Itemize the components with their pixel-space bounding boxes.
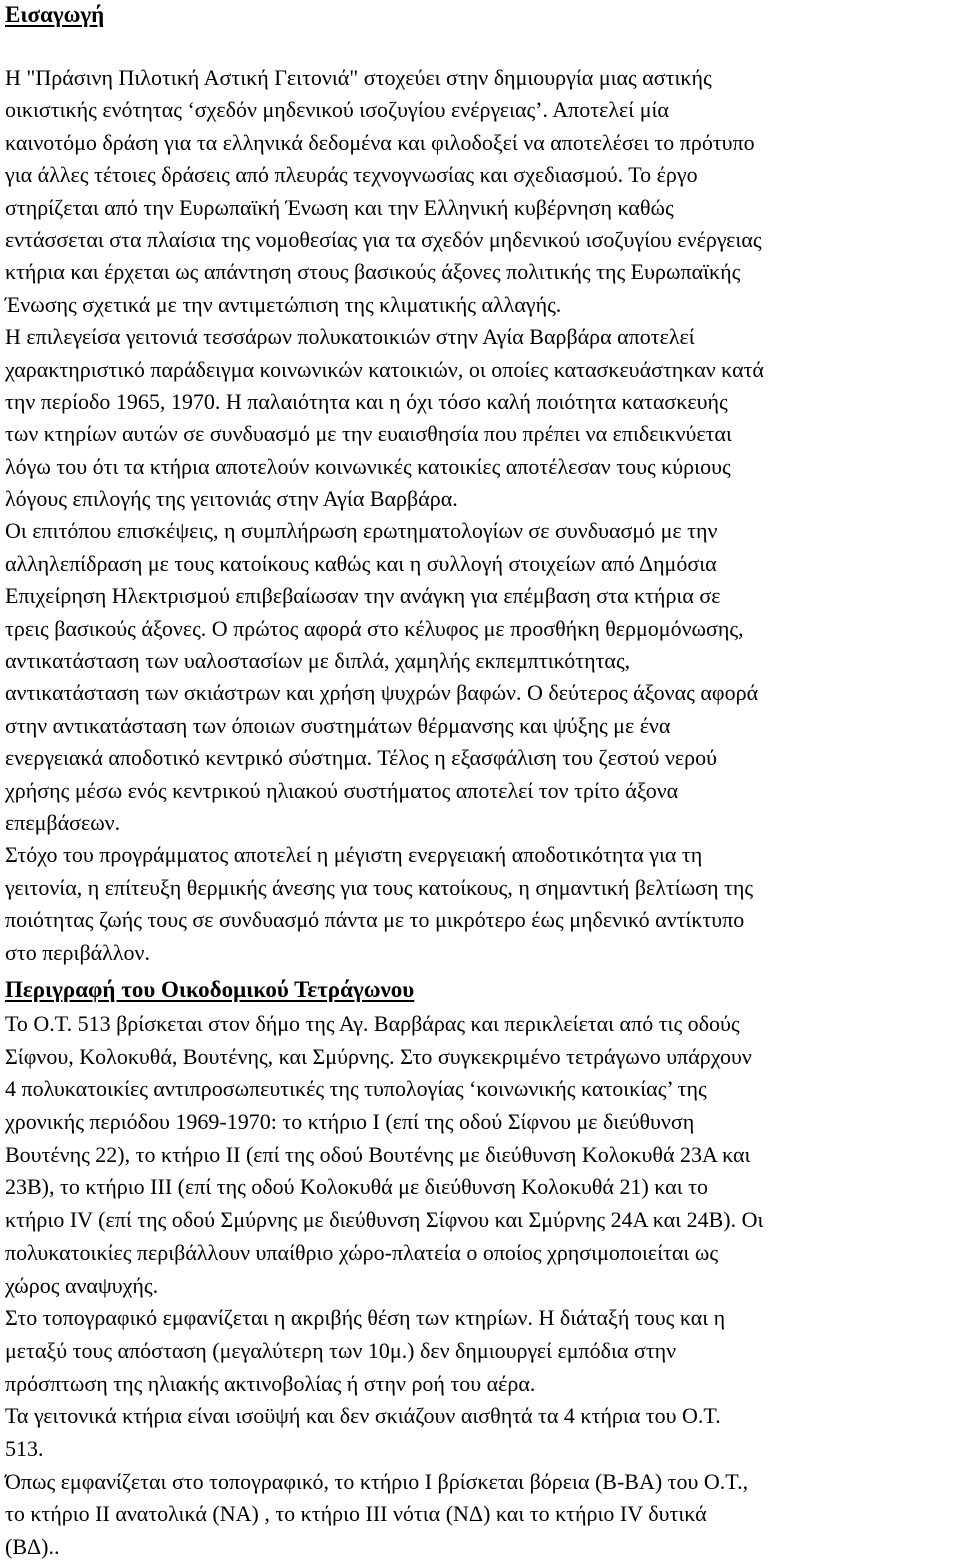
text-line: αντικατάσταση των σκιάστρων και χρήση ψυχρών βαφών. Ο δεύτερος άξονας αφορά [5, 680, 759, 706]
introduction-body [5, 62, 960, 969]
introduction-heading: Εισαγωγή [5, 2, 105, 27]
block-description-body [5, 1008, 960, 1564]
text-line: πρόσπτωση της ηλιακής ακτινοβολίας ή στην ροή του αέρα. [5, 1370, 536, 1396]
text-line: Βουτένης 22), το κτήριο ΙΙ (επί της οδού Βουτένης με διεύθυνση Κολοκυθά 23Α και [5, 1141, 751, 1167]
text-line: στηρίζεται από την Ευρωπαϊκή Ένωση και την Ελληνική κυβέρνηση καθώς [5, 194, 674, 220]
text-line: ποιότητας ζωής τους σε συνδυασμό πάντα με το μικρότερο έως μηδενικό αντίκτυπο [5, 907, 745, 933]
text-line: αντικατάσταση των υαλοστασίων με διπλά, χαμηλής εκπεμπτικότητας, [5, 648, 631, 674]
text-line: λόγους επιλογής της γειτονιάς στην Αγία Βαρβάρα. [5, 486, 458, 512]
text-line: τρεις βασικούς άξονες. Ο πρώτος αφορά στο κέλυφος με προσθήκη θερμομόνωσης, [5, 615, 744, 641]
text-line: 513. [5, 1435, 44, 1461]
text-line: 4 πολυκατοικίες αντιπροσωπευτικές της τυπολογίας ‘κοινωνικής κατοικίας’ της [5, 1076, 707, 1102]
text-line: οικιστικής ενότητας ‘σχεδόν μηδενικού ισοζυγίου ενέργειας’. Αποτελεί μία [5, 97, 669, 123]
block-description-heading: Περιγραφή του Οικοδομικού Τετράγωνου [5, 977, 415, 1002]
text-line: κτήριο IV (επί της οδού Σμύρνης με διεύθυνση Σίφνου και Σμύρνης 24Α και 24Β). Οι [5, 1207, 764, 1233]
text-line: λόγω του ότι τα κτήρια αποτελούν κοινωνικές κατοικίες αποτέλεσαν τους κύριους [5, 453, 731, 479]
text-line: Στόχο του προγράμματος αποτελεί η μέγιστη ενεργειακή αποδοτικότητα για τη [5, 842, 703, 868]
text-line: Σίφνου, Κολοκυθά, Βουτένης, και Σμύρνης. Στο συγκεκριμένο τετράγωνο υπάρχουν [5, 1043, 752, 1069]
text-line: καινοτόμο δράση για τα ελληνικά δεδομένα και φιλοδοξεί να αποτελέσει το πρότυπο [5, 129, 755, 155]
text-line: στο περιβάλλον. [5, 939, 150, 965]
text-line: των κτηρίων αυτών σε συνδυασμό με την ευαισθησία που πρέπει να επιδεικνύεται [5, 421, 732, 447]
text-line: πολυκατοικίες περιβάλλουν υπαίθριο χώρο-πλατεία ο οποίος χρησιμοποιείται ως [5, 1239, 719, 1265]
text-line: 23Β), το κτήριο ΙΙΙ (επί της οδού Κολοκυθά με διεύθυνση Κολοκυθά 21) και το [5, 1174, 708, 1200]
text-line: χώρος αναψυχής. [5, 1272, 159, 1298]
text-line: Η "Πράσινη Πιλοτική Αστική Γειτονιά" στοχεύει στην δημιουργία μιας αστικής [5, 65, 712, 90]
text-line: επεμβάσεων. [5, 809, 121, 835]
text-line: Όπως εμφανίζεται στο τοπογραφικό, το κτήριο Ι βρίσκεται βόρεια (Β-ΒΑ) του Ο.Τ., [5, 1468, 749, 1494]
text-line: την περίοδο 1965, 1970. Η παλαιότητα και η όχι τόσο καλή ποιότητα κατασκευής [5, 388, 728, 414]
text-line: μεταξύ τους απόσταση (μεγαλύτερη των 10μ.) δεν δημιουργεί εμπόδια στην [5, 1337, 677, 1363]
text-line: χρήσης μέσω ενός κεντρικού ηλιακού συστήματος αποτελεί τον τρίτο άξονα [5, 777, 679, 803]
text-line: κτήρια και έρχεται ως απάντηση στους βασικούς άξονες πολιτικής της Ευρωπαϊκής [5, 259, 741, 285]
text-line: το κτήριο ΙΙ ανατολικά (ΝΑ) , το κτήριο ΙΙΙ νότια (ΝΔ) και το κτήριο IV δυτικά [5, 1501, 707, 1527]
text-line: Οι επιτόπου επισκέψεις, η συμπλήρωση ερωτηματολογίων σε συνδυασμό με την [5, 518, 718, 544]
text-line: στην αντικατάσταση των όποιων συστημάτων θέρμανσης και ψύξης με ένα [5, 712, 671, 738]
text-line: Το Ο.Τ. 513 βρίσκεται στον δήμο της Αγ. Βαρβάρας και περικλείεται από τις οδούς [5, 1011, 740, 1036]
text-line: Επιχείρηση Ηλεκτρισμού επιβεβαίωσαν την ανάγκη για επέμβαση στα κτήρια σε [5, 583, 721, 609]
text-line: (ΒΔ).. [5, 1534, 60, 1559]
text-line: για άλλες τέτοιες δράσεις από πλευράς τεχνογνωσίας και σχεδιασμού. Το έργο [5, 162, 698, 188]
text-line: Τα γειτονικά κτήρια είναι ισοϋψή και δεν σκιάζουν αισθητά τα 4 κτήρια του Ο.Τ. [5, 1403, 721, 1429]
text-line: χαρακτηριστικό παράδειγμα κοινωνικών κατοικιών, οι οποίες κατασκευάστηκαν κατά [5, 356, 764, 382]
text-line: γειτονία, η επίτευξη θερμικής άνεσης για τους κατοίκους, η σημαντική βελτίωση της [5, 874, 754, 900]
text-line: χρονικής περιόδου 1969-1970: το κτήριο Ι (επί της οδού Σίφνου με διεύθυνση [5, 1109, 695, 1135]
text-line: Στο τοπογραφικό εμφανίζεται η ακριβής θέση των κτηρίων. Η διάταξή τους και η [5, 1305, 726, 1331]
text-line: εντάσσεται στα πλαίσια της νομοθεσίας για τα σχεδόν μηδενικού ισοζυγίου ενέργειας [5, 226, 762, 252]
text-line: ενεργειακά αποδοτικό κεντρικό σύστημα. Τέλος η εξασφάλιση του ζεστού νερού [5, 745, 718, 771]
text-line: Ένωσης σχετικά με την αντιμετώπιση της κλιματικής αλλαγής. [5, 291, 562, 317]
text-line: αλληλεπίδραση με τους κατοίκους καθώς και η συλλογή στοιχείων από Δημόσια [5, 550, 717, 576]
text-line: Η επιλεγείσα γειτονιά τεσσάρων πολυκατοικιών στην Αγία Βαρβάρα αποτελεί [5, 324, 695, 350]
